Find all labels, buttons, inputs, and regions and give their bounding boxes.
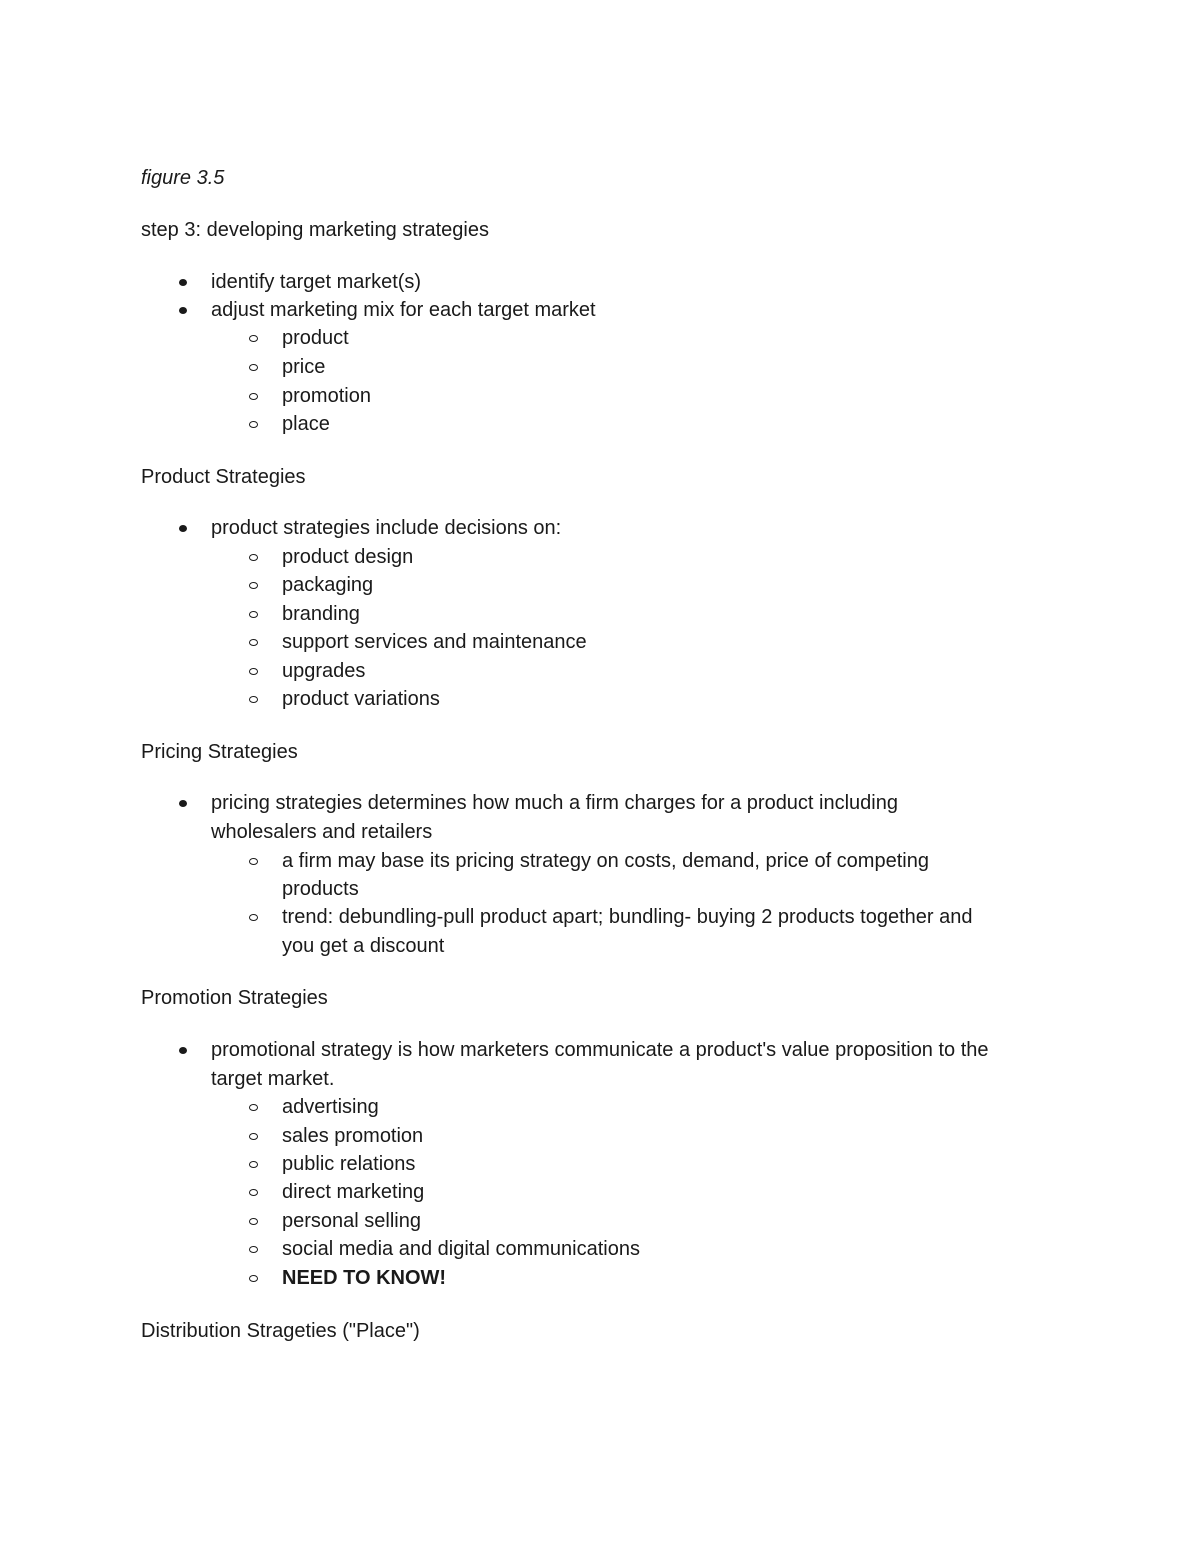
figure-caption: figure 3.5: [141, 167, 225, 189]
list-item: place: [282, 413, 330, 435]
list-item: promotion: [282, 385, 371, 407]
bullet-icon: [179, 1047, 187, 1054]
list-item: public relations: [282, 1153, 416, 1175]
circle-bullet-icon: [249, 421, 258, 428]
circle-bullet-icon: [249, 1189, 258, 1196]
circle-bullet-icon: [249, 611, 258, 618]
circle-bullet-icon: [249, 1104, 258, 1111]
circle-bullet-icon: [249, 1133, 258, 1140]
circle-bullet-icon: [249, 364, 258, 371]
list-item: adjust marketing mix for each target market: [211, 299, 596, 321]
circle-bullet-icon: [249, 554, 258, 561]
list-item-continuation: target market.: [211, 1068, 335, 1090]
bullet-icon: [179, 800, 187, 807]
circle-bullet-icon: [249, 1275, 258, 1282]
list-item: personal selling: [282, 1210, 421, 1232]
list-item: product strategies include decisions on:: [211, 517, 562, 539]
circle-bullet-icon: [249, 582, 258, 589]
list-item: product design: [282, 546, 414, 568]
section-heading-promotion: Promotion Strategies: [141, 987, 328, 1009]
list-item: upgrades: [282, 660, 366, 682]
list-item: pricing strategies determines how much a firm charges for a product including: [211, 792, 898, 814]
list-item: promotional strategy is how marketers communicate a product's value proposition to the: [211, 1039, 989, 1061]
step-heading: step 3: developing marketing strategies: [141, 219, 489, 241]
circle-bullet-icon: [249, 1218, 258, 1225]
section-heading-distribution: Distribution Strageties ("Place"): [141, 1320, 420, 1342]
list-item: support services and maintenance: [282, 631, 587, 653]
list-item-continuation: wholesalers and retailers: [211, 821, 433, 843]
circle-bullet-icon: [249, 1246, 258, 1253]
bullet-icon: [179, 525, 187, 532]
circle-bullet-icon: [249, 335, 258, 342]
list-item: social media and digital communications: [282, 1238, 640, 1260]
section-heading-product: Product Strategies: [141, 466, 306, 488]
bullet-icon: [179, 307, 187, 314]
circle-bullet-icon: [249, 858, 258, 865]
circle-bullet-icon: [249, 914, 258, 921]
circle-bullet-icon: [249, 639, 258, 646]
list-item: advertising: [282, 1096, 379, 1118]
list-item: product variations: [282, 688, 440, 710]
list-item-continuation: you get a discount: [282, 935, 445, 957]
circle-bullet-icon: [249, 1161, 258, 1168]
list-item: direct marketing: [282, 1181, 425, 1203]
circle-bullet-icon: [249, 393, 258, 400]
list-item-continuation: products: [282, 878, 359, 900]
circle-bullet-icon: [249, 668, 258, 675]
list-item: sales promotion: [282, 1125, 424, 1147]
list-item: branding: [282, 603, 360, 625]
list-item: price: [282, 356, 326, 378]
emphasis-note: NEED TO KNOW!: [282, 1267, 447, 1289]
section-heading-pricing: Pricing Strategies: [141, 741, 298, 763]
bullet-icon: [179, 279, 187, 286]
list-item: product: [282, 327, 349, 349]
list-item: a firm may base its pricing strategy on costs, demand, price of competing: [282, 850, 929, 872]
list-item: packaging: [282, 574, 374, 596]
list-item: identify target market(s): [211, 271, 422, 293]
circle-bullet-icon: [249, 696, 258, 703]
list-item: trend: debundling-pull product apart; bundling- buying 2 products together and: [282, 906, 973, 928]
